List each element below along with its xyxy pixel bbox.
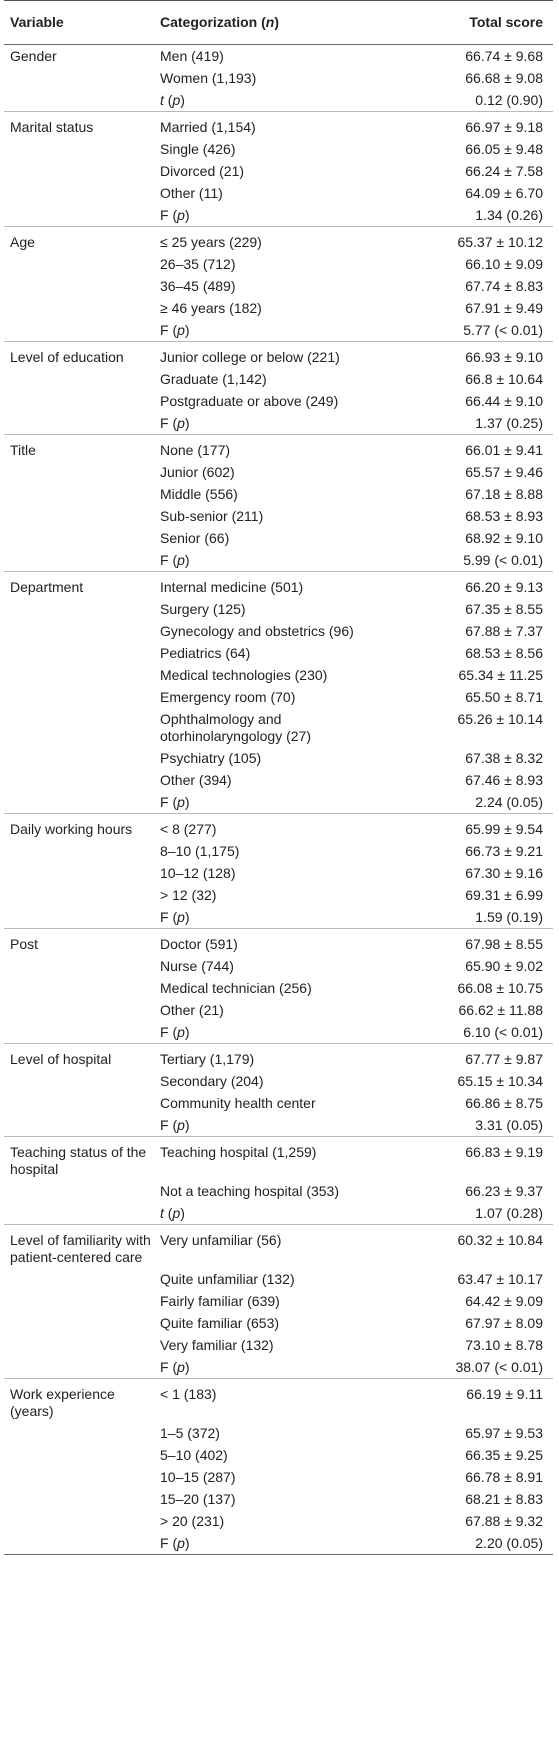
statistic-symbol: t bbox=[160, 92, 164, 108]
variable-cell: Age bbox=[10, 234, 35, 250]
table-row bbox=[4, 884, 553, 906]
total-score-cell: 68.92 ± 9.10 bbox=[465, 530, 543, 546]
category-cell: Emergency room (70) bbox=[160, 689, 296, 705]
category-cell: Sub-senior (211) bbox=[160, 508, 264, 524]
table-row bbox=[4, 297, 553, 319]
total-score-cell: 6.10 (< 0.01) bbox=[401, 1021, 553, 1044]
category-cell: Fairly familiar (639) bbox=[160, 1293, 280, 1309]
total-score-cell: 66.01 ± 9.41 bbox=[465, 442, 543, 458]
table-row bbox=[4, 840, 553, 862]
header-categorization bbox=[154, 1, 401, 45]
variable-cell bbox=[4, 1092, 154, 1114]
table-row bbox=[4, 204, 553, 227]
category-cell: Divorced (21) bbox=[160, 163, 245, 179]
statistic-symbol: F bbox=[160, 794, 169, 810]
variable-cell: Title bbox=[10, 442, 36, 458]
table-row bbox=[4, 1268, 553, 1290]
table-row bbox=[4, 112, 553, 139]
category-cell: Gynecology and obstetrics (96) bbox=[160, 623, 354, 639]
header-total-score: Total score bbox=[401, 1, 553, 45]
table-row bbox=[4, 814, 553, 841]
statistic-symbol: t bbox=[160, 1205, 164, 1221]
table-row bbox=[4, 686, 553, 708]
variable-cell: Post bbox=[10, 936, 39, 952]
total-score-cell: 65.99 ± 9.54 bbox=[465, 821, 543, 837]
category-cell: Medical technician (256) bbox=[160, 980, 312, 996]
p-value-symbol: p bbox=[177, 415, 185, 431]
test-statistic-cell: t (p) bbox=[154, 1202, 401, 1225]
table-row bbox=[4, 1356, 553, 1379]
statistic-symbol: F bbox=[160, 1024, 169, 1040]
total-score-cell: 66.8 ± 10.64 bbox=[465, 371, 543, 387]
category-cell: Single (426) bbox=[160, 141, 236, 157]
variable-cell bbox=[4, 884, 154, 906]
results-table bbox=[4, 0, 553, 1555]
category-cell: ≥ 46 years (182) bbox=[160, 300, 262, 316]
table-row bbox=[4, 708, 553, 747]
table-row bbox=[4, 390, 553, 412]
total-score-cell: 2.24 (0.05) bbox=[401, 791, 553, 814]
statistic-symbol: F bbox=[160, 909, 169, 925]
category-cell: Nurse (744) bbox=[160, 958, 234, 974]
variable-cell bbox=[4, 1466, 154, 1488]
variable-cell bbox=[4, 664, 154, 686]
total-score-cell: 66.83 ± 9.19 bbox=[465, 1144, 543, 1160]
variable-cell bbox=[4, 275, 154, 297]
category-cell: 10–12 (128) bbox=[160, 865, 236, 881]
test-statistic-cell: F (p) bbox=[154, 1532, 401, 1555]
total-score-cell: 65.97 ± 9.53 bbox=[465, 1425, 543, 1441]
total-score-cell: 38.07 (< 0.01) bbox=[401, 1356, 553, 1379]
total-score-cell: 67.30 ± 9.16 bbox=[465, 865, 543, 881]
category-cell: Community health center bbox=[160, 1095, 316, 1111]
table-row bbox=[4, 435, 553, 462]
total-score-cell: 66.86 ± 8.75 bbox=[465, 1095, 543, 1111]
total-score-cell: 2.20 (0.05) bbox=[401, 1532, 553, 1555]
p-value-symbol: p bbox=[177, 207, 185, 223]
table-body bbox=[4, 45, 553, 1555]
variable-cell: Teaching status of the hospital bbox=[10, 1144, 147, 1177]
total-score-cell: 69.31 ± 6.99 bbox=[465, 887, 543, 903]
total-score-cell: 67.98 ± 8.55 bbox=[465, 936, 543, 952]
table-row bbox=[4, 253, 553, 275]
table-row bbox=[4, 999, 553, 1021]
category-cell: > 20 (231) bbox=[160, 1513, 225, 1529]
table-row bbox=[4, 1466, 553, 1488]
category-cell: Surgery (125) bbox=[160, 601, 246, 617]
total-score-cell: 67.35 ± 8.55 bbox=[465, 601, 543, 617]
category-cell: < 8 (277) bbox=[160, 821, 217, 837]
total-score-cell: 66.19 ± 9.11 bbox=[466, 1386, 543, 1402]
total-score-cell: 67.91 ± 9.49 bbox=[465, 300, 543, 316]
table-row bbox=[4, 182, 553, 204]
total-score-cell: 0.12 (0.90) bbox=[401, 89, 553, 112]
table-row bbox=[4, 412, 553, 435]
total-score-cell: 66.68 ± 9.08 bbox=[465, 70, 543, 86]
total-score-cell: 68.21 ± 8.83 bbox=[465, 1491, 543, 1507]
category-cell: Middle (556) bbox=[160, 486, 238, 502]
table-row bbox=[4, 368, 553, 390]
variable-cell bbox=[4, 67, 154, 89]
category-cell: 8–10 (1,175) bbox=[160, 843, 240, 859]
table-row bbox=[4, 1225, 553, 1269]
variable-cell bbox=[4, 1070, 154, 1092]
statistic-symbol: F bbox=[160, 1535, 169, 1551]
category-cell: Pediatrics (64) bbox=[160, 645, 251, 661]
variable-cell bbox=[4, 598, 154, 620]
variable-cell bbox=[4, 906, 154, 929]
header-categorization-n: n bbox=[265, 14, 275, 30]
category-cell: Graduate (1,142) bbox=[160, 371, 267, 387]
category-cell: < 1 (183) bbox=[160, 1386, 217, 1402]
total-score-cell: 60.32 ± 10.84 bbox=[457, 1232, 543, 1248]
total-score-cell: 65.26 ± 10.14 bbox=[457, 711, 543, 727]
test-statistic-cell: F (p) bbox=[154, 791, 401, 814]
total-score-cell: 66.74 ± 9.68 bbox=[465, 48, 543, 64]
variable-cell: Marital status bbox=[10, 119, 94, 135]
total-score-cell: 66.08 ± 10.75 bbox=[457, 980, 543, 996]
total-score-cell: 67.38 ± 8.32 bbox=[465, 750, 543, 766]
test-statistic-cell: F (p) bbox=[154, 1021, 401, 1044]
table-row bbox=[4, 1114, 553, 1137]
p-value-symbol: p bbox=[177, 1024, 185, 1040]
total-score-cell: 67.97 ± 8.09 bbox=[465, 1315, 543, 1331]
header-categorization-prefix: Categorization ( bbox=[160, 14, 266, 30]
p-value-symbol: p bbox=[177, 909, 185, 925]
table-row bbox=[4, 483, 553, 505]
total-score-cell: 1.34 (0.26) bbox=[401, 204, 553, 227]
total-score-cell: 65.15 ± 10.34 bbox=[457, 1073, 543, 1089]
table-row bbox=[4, 642, 553, 664]
table-row bbox=[4, 1422, 553, 1444]
total-score-cell: 67.77 ± 9.87 bbox=[465, 1051, 543, 1067]
test-statistic-cell: F (p) bbox=[154, 412, 401, 435]
table-row bbox=[4, 138, 553, 160]
header-categorization-suffix: ) bbox=[274, 14, 280, 30]
p-value-symbol: p bbox=[177, 1117, 185, 1133]
p-value-symbol: p bbox=[177, 794, 185, 810]
table-row bbox=[4, 1532, 553, 1555]
total-score-cell: 65.57 ± 9.46 bbox=[465, 464, 543, 480]
p-value-symbol: p bbox=[172, 1205, 181, 1221]
category-cell: Doctor (591) bbox=[160, 936, 238, 952]
category-cell: Other (394) bbox=[160, 772, 232, 788]
table-header bbox=[4, 1, 553, 45]
table-row bbox=[4, 1092, 553, 1114]
total-score-cell: 65.50 ± 8.71 bbox=[465, 689, 543, 705]
variable-cell bbox=[4, 527, 154, 549]
total-score-cell: 67.88 ± 9.32 bbox=[465, 1513, 543, 1529]
table-row bbox=[4, 227, 553, 254]
category-cell: Other (21) bbox=[160, 1002, 224, 1018]
category-cell: 10–15 (287) bbox=[160, 1469, 236, 1485]
variable-cell bbox=[4, 955, 154, 977]
table-row bbox=[4, 1334, 553, 1356]
test-statistic-cell: F (p) bbox=[154, 1356, 401, 1379]
variable-cell bbox=[4, 483, 154, 505]
variable-cell bbox=[4, 160, 154, 182]
variable-cell bbox=[4, 1114, 154, 1137]
test-statistic-cell: F (p) bbox=[154, 549, 401, 572]
variable-cell bbox=[4, 977, 154, 999]
variable-cell bbox=[4, 1290, 154, 1312]
table-row bbox=[4, 1180, 553, 1202]
variable-cell bbox=[4, 1312, 154, 1334]
statistic-symbol: F bbox=[160, 1359, 169, 1375]
p-value-symbol: p bbox=[177, 1535, 185, 1551]
variable-cell bbox=[4, 1268, 154, 1290]
total-score-cell: 66.97 ± 9.18 bbox=[465, 119, 543, 135]
variable-cell bbox=[4, 1488, 154, 1510]
table-row bbox=[4, 1137, 553, 1181]
category-cell: Internal medicine (501) bbox=[160, 579, 304, 595]
variable-cell bbox=[4, 1510, 154, 1532]
statistic-symbol: F bbox=[160, 415, 169, 431]
category-cell: Not a teaching hospital (353) bbox=[160, 1183, 339, 1199]
total-score-cell: 66.44 ± 9.10 bbox=[465, 393, 543, 409]
table-row bbox=[4, 1379, 553, 1423]
variable-cell bbox=[4, 686, 154, 708]
category-cell: 5–10 (402) bbox=[160, 1447, 228, 1463]
table-row bbox=[4, 1044, 553, 1071]
test-statistic-cell: t (p) bbox=[154, 89, 401, 112]
category-cell: Junior college or below (221) bbox=[160, 349, 340, 365]
variable-cell bbox=[4, 204, 154, 227]
total-score-cell: 3.31 (0.05) bbox=[401, 1114, 553, 1137]
variable-cell bbox=[4, 708, 154, 747]
p-value-symbol: p bbox=[177, 1359, 185, 1375]
variable-cell bbox=[4, 1202, 154, 1225]
total-score-cell: 66.62 ± 11.88 bbox=[458, 1002, 543, 1018]
header-variable: Variable bbox=[4, 1, 154, 45]
total-score-cell: 66.05 ± 9.48 bbox=[465, 141, 543, 157]
total-score-cell: 67.88 ± 7.37 bbox=[465, 623, 543, 639]
table-row bbox=[4, 929, 553, 956]
table-row bbox=[4, 505, 553, 527]
variable-cell: Gender bbox=[10, 48, 57, 64]
variable-cell bbox=[4, 461, 154, 483]
test-statistic-cell: F (p) bbox=[154, 204, 401, 227]
total-score-cell: 63.47 ± 10.17 bbox=[457, 1271, 543, 1287]
category-cell: Women (1,193) bbox=[160, 70, 257, 86]
total-score-cell: 66.10 ± 9.09 bbox=[465, 256, 543, 272]
table-row bbox=[4, 342, 553, 369]
total-score-cell: 67.46 ± 8.93 bbox=[465, 772, 543, 788]
table-row bbox=[4, 67, 553, 89]
variable-cell bbox=[4, 1334, 154, 1356]
table-row bbox=[4, 620, 553, 642]
variable-cell: Work experience (years) bbox=[10, 1386, 115, 1419]
category-cell: > 12 (32) bbox=[160, 887, 217, 903]
total-score-cell: 5.99 (< 0.01) bbox=[401, 549, 553, 572]
variable-cell bbox=[4, 1356, 154, 1379]
variable-cell bbox=[4, 297, 154, 319]
total-score-cell: 65.90 ± 9.02 bbox=[465, 958, 543, 974]
total-score-cell: 66.73 ± 9.21 bbox=[465, 843, 543, 859]
variable-cell bbox=[4, 620, 154, 642]
variable-cell bbox=[4, 319, 154, 342]
total-score-cell: 1.07 (0.28) bbox=[401, 1202, 553, 1225]
category-cell: Quite unfamiliar (132) bbox=[160, 1271, 295, 1287]
table-row bbox=[4, 769, 553, 791]
category-cell: Teaching hospital (1,259) bbox=[160, 1144, 317, 1160]
table-row bbox=[4, 598, 553, 620]
total-score-cell: 66.20 ± 9.13 bbox=[465, 579, 543, 595]
table-row bbox=[4, 906, 553, 929]
variable-cell bbox=[4, 182, 154, 204]
table-row bbox=[4, 1021, 553, 1044]
variable-cell bbox=[4, 642, 154, 664]
test-statistic-cell: F (p) bbox=[154, 1114, 401, 1137]
table-row bbox=[4, 572, 553, 599]
category-cell: Ophthalmology and otorhinolaryngology (27) bbox=[160, 711, 311, 744]
total-score-cell: 65.37 ± 10.12 bbox=[457, 234, 543, 250]
category-cell: Secondary (204) bbox=[160, 1073, 264, 1089]
table-row bbox=[4, 664, 553, 686]
category-cell: Quite familiar (653) bbox=[160, 1315, 280, 1331]
table-row bbox=[4, 1488, 553, 1510]
variable-cell bbox=[4, 1422, 154, 1444]
variable-cell bbox=[4, 368, 154, 390]
table-row bbox=[4, 1290, 553, 1312]
table-row bbox=[4, 1070, 553, 1092]
variable-cell bbox=[4, 747, 154, 769]
variable-cell: Level of education bbox=[10, 349, 124, 365]
total-score-cell: 67.74 ± 8.83 bbox=[465, 278, 543, 294]
total-score-cell: 66.93 ± 9.10 bbox=[465, 349, 543, 365]
table-row bbox=[4, 1312, 553, 1334]
total-score-cell: 66.23 ± 9.37 bbox=[465, 1183, 543, 1199]
category-cell: 26–35 (712) bbox=[160, 256, 236, 272]
variable-cell bbox=[4, 862, 154, 884]
test-statistic-cell: F (p) bbox=[154, 906, 401, 929]
table-row bbox=[4, 1202, 553, 1225]
table-row bbox=[4, 527, 553, 549]
statistic-symbol: F bbox=[160, 322, 169, 338]
total-score-cell: 73.10 ± 8.78 bbox=[465, 1337, 543, 1353]
variable-cell bbox=[4, 791, 154, 814]
total-score-cell: 65.34 ± 11.25 bbox=[458, 667, 543, 683]
total-score-cell: 5.77 (< 0.01) bbox=[401, 319, 553, 342]
category-cell: 1–5 (372) bbox=[160, 1425, 220, 1441]
variable-cell: Daily working hours bbox=[10, 821, 133, 837]
total-score-cell: 1.59 (0.19) bbox=[401, 906, 553, 929]
category-cell: Very unfamiliar (56) bbox=[160, 1232, 282, 1248]
category-cell: ≤ 25 years (229) bbox=[160, 234, 262, 250]
category-cell: Medical technologies (230) bbox=[160, 667, 328, 683]
category-cell: Tertiary (1,179) bbox=[160, 1051, 255, 1067]
category-cell: Men (419) bbox=[160, 48, 224, 64]
table-row bbox=[4, 791, 553, 814]
variable-cell: Level of familiarity with patient-centered care bbox=[10, 1232, 151, 1265]
variable-cell bbox=[4, 769, 154, 791]
category-cell: Junior (602) bbox=[160, 464, 235, 480]
total-score-cell: 64.09 ± 6.70 bbox=[465, 185, 543, 201]
variable-cell: Level of hospital bbox=[10, 1051, 112, 1067]
category-cell: Postgraduate or above (249) bbox=[160, 393, 339, 409]
test-statistic-cell: F (p) bbox=[154, 319, 401, 342]
table-row bbox=[4, 1444, 553, 1466]
variable-cell bbox=[4, 390, 154, 412]
variable-cell bbox=[4, 1532, 154, 1555]
category-cell: None (177) bbox=[160, 442, 231, 458]
total-score-cell: 68.53 ± 8.93 bbox=[465, 508, 543, 524]
table-row bbox=[4, 862, 553, 884]
category-cell: Psychiatry (105) bbox=[160, 750, 262, 766]
statistic-symbol: F bbox=[160, 552, 169, 568]
variable-cell bbox=[4, 549, 154, 572]
table-row bbox=[4, 549, 553, 572]
total-score-cell: 68.53 ± 8.56 bbox=[465, 645, 543, 661]
table-row bbox=[4, 45, 553, 68]
statistic-symbol: F bbox=[160, 207, 169, 223]
category-cell: Married (1,154) bbox=[160, 119, 256, 135]
total-score-cell: 67.18 ± 8.88 bbox=[465, 486, 543, 502]
category-cell: Other (11) bbox=[160, 185, 223, 201]
table-row bbox=[4, 461, 553, 483]
variable-cell bbox=[4, 412, 154, 435]
variable-cell: Department bbox=[10, 579, 84, 595]
variable-cell bbox=[4, 999, 154, 1021]
table-row bbox=[4, 160, 553, 182]
variable-cell bbox=[4, 840, 154, 862]
category-cell: Senior (66) bbox=[160, 530, 230, 546]
total-score-cell: 64.42 ± 9.09 bbox=[465, 1293, 543, 1309]
variable-cell bbox=[4, 253, 154, 275]
variable-cell bbox=[4, 1444, 154, 1466]
table-row bbox=[4, 1510, 553, 1532]
total-score-cell: 66.78 ± 8.91 bbox=[465, 1469, 543, 1485]
table-row bbox=[4, 977, 553, 999]
p-value-symbol: p bbox=[177, 322, 185, 338]
total-score-cell: 66.24 ± 7.58 bbox=[465, 163, 543, 179]
category-cell: Very familiar (132) bbox=[160, 1337, 274, 1353]
variable-cell bbox=[4, 89, 154, 112]
table-row bbox=[4, 747, 553, 769]
category-cell: 15–20 (137) bbox=[160, 1491, 236, 1507]
variable-cell bbox=[4, 1021, 154, 1044]
table-row bbox=[4, 319, 553, 342]
category-cell: 36–45 (489) bbox=[160, 278, 236, 294]
total-score-cell: 1.37 (0.25) bbox=[401, 412, 553, 435]
statistic-symbol: F bbox=[160, 1117, 169, 1133]
table-row bbox=[4, 89, 553, 112]
total-score-cell: 66.35 ± 9.25 bbox=[465, 1447, 543, 1463]
header-row bbox=[4, 1, 553, 45]
p-value-symbol: p bbox=[172, 92, 181, 108]
table-row bbox=[4, 955, 553, 977]
variable-cell bbox=[4, 138, 154, 160]
variable-cell bbox=[4, 505, 154, 527]
variable-cell bbox=[4, 1180, 154, 1202]
p-value-symbol: p bbox=[177, 552, 185, 568]
table-row bbox=[4, 275, 553, 297]
